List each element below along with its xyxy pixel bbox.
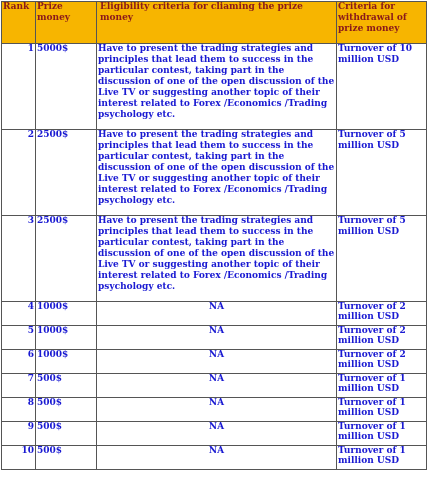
prize-cell: 2500$ bbox=[36, 216, 97, 302]
withdrawal-cell: Turnover of 2 million USD bbox=[337, 302, 427, 326]
table-row bbox=[2, 130, 427, 216]
withdrawal-cell: Turnover of 1 million USD bbox=[337, 398, 427, 422]
prize-cell: 1000$ bbox=[36, 302, 97, 326]
withdrawal-header: Criteria for withdrawal of prize money bbox=[337, 2, 427, 44]
rank-cell: 8 bbox=[2, 398, 36, 422]
rank-cell: 9 bbox=[2, 422, 36, 446]
prize-money-header: Prize money bbox=[36, 2, 97, 44]
prize-cell: 1000$ bbox=[36, 326, 97, 350]
eligibility-cell: NA bbox=[97, 422, 337, 446]
prize-table bbox=[1, 1, 427, 470]
table-row bbox=[2, 326, 427, 350]
table-row bbox=[2, 374, 427, 398]
rank-cell: 10 bbox=[2, 446, 36, 470]
table-row bbox=[2, 398, 427, 422]
rank-cell: 1 bbox=[2, 44, 36, 130]
prize-cell: 500$ bbox=[36, 422, 97, 446]
withdrawal-cell: Turnover of 5 million USD bbox=[337, 216, 427, 302]
withdrawal-cell: Turnover of 1 million USD bbox=[337, 422, 427, 446]
withdrawal-cell: Turnover of 1 million USD bbox=[337, 446, 427, 470]
rank-cell: 4 bbox=[2, 302, 36, 326]
eligibility-cell: Have to present the trading strategies and principles that lead them to success in the particular contest, taking part in the discussion of one of the open discussion of the Live TV or suggesting another topic of their interest related to Forex /Economics /Trading psychology etc. bbox=[97, 44, 337, 130]
eligibility-cell: NA bbox=[97, 350, 337, 374]
withdrawal-cell: Turnover of 10 million USD bbox=[337, 44, 427, 130]
prize-cell: 2500$ bbox=[36, 130, 97, 216]
rank-cell: 7 bbox=[2, 374, 36, 398]
table-row bbox=[2, 216, 427, 302]
table-row bbox=[2, 446, 427, 470]
header-row bbox=[2, 2, 427, 44]
rank-cell: 5 bbox=[2, 326, 36, 350]
rank-cell: 2 bbox=[2, 130, 36, 216]
eligibility-cell: NA bbox=[97, 326, 337, 350]
withdrawal-cell: Turnover of 2 million USD bbox=[337, 350, 427, 374]
withdrawal-cell: Turnover of 2 million USD bbox=[337, 326, 427, 350]
eligibility-cell: NA bbox=[97, 374, 337, 398]
withdrawal-cell: Turnover of 5 million USD bbox=[337, 130, 427, 216]
withdrawal-cell: Turnover of 1 million USD bbox=[337, 374, 427, 398]
prize-cell: 5000$ bbox=[36, 44, 97, 130]
prize-cell: 500$ bbox=[36, 398, 97, 422]
table-row bbox=[2, 302, 427, 326]
eligibility-cell: NA bbox=[97, 302, 337, 326]
eligibility-cell: Have to present the trading strategies and principles that lead them to success in the particular contest, taking part in the discussion of one of the open discussion of the Live TV or suggesting another topic of their interest related to Forex /Economics /Trading psychology etc. bbox=[97, 216, 337, 302]
table-row bbox=[2, 350, 427, 374]
rank-cell: 6 bbox=[2, 350, 36, 374]
rank-cell: 3 bbox=[2, 216, 36, 302]
rank-header: Rank bbox=[2, 2, 36, 44]
table-row bbox=[2, 44, 427, 130]
eligibility-cell: Have to present the trading strategies and principles that lead them to success in the particular contest, taking part in the discussion of one of the open discussion of the Live TV or suggesting another topic of their interest related to Forex /Economics /Trading psychology etc. bbox=[97, 130, 337, 216]
prize-cell: 500$ bbox=[36, 374, 97, 398]
eligibility-cell: NA bbox=[97, 398, 337, 422]
prize-cell: 1000$ bbox=[36, 350, 97, 374]
prize-cell: 500$ bbox=[36, 446, 97, 470]
table-row bbox=[2, 422, 427, 446]
eligibility-cell: NA bbox=[97, 446, 337, 470]
eligibility-header: Eligibility criteria for cliaming the prize money bbox=[97, 2, 337, 44]
